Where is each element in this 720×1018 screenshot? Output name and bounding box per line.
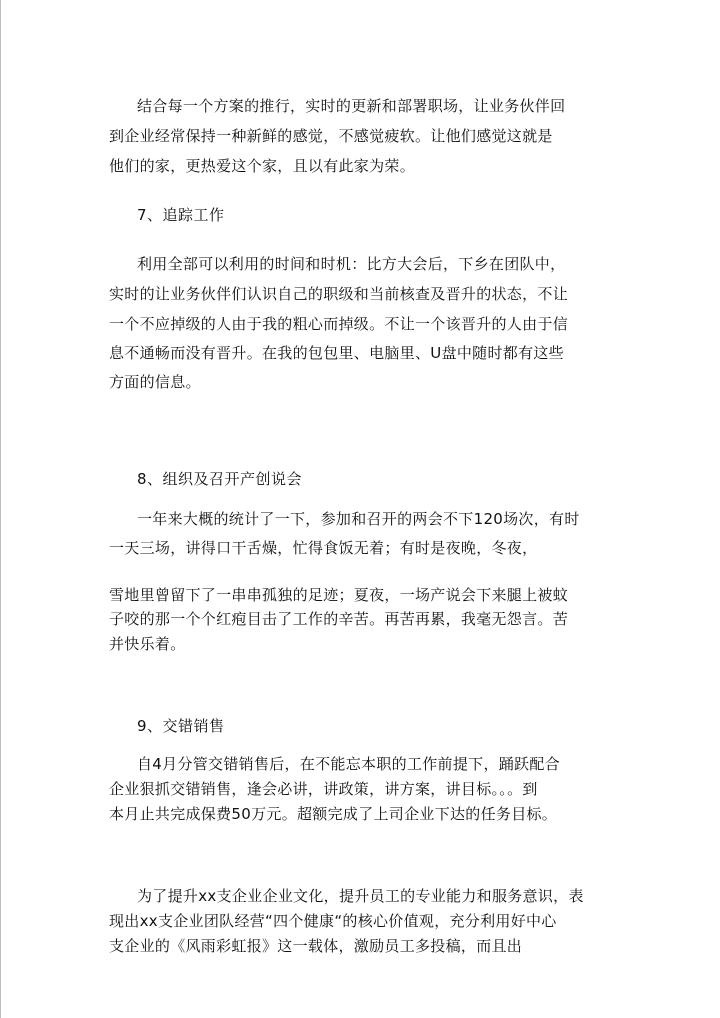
paragraph-line: 并快乐着。 <box>109 635 186 653</box>
paragraph-line: 结合每一个方案的推行，实时的更新和部署职场，让业务伙伴回 <box>137 97 566 115</box>
section-heading-7: 7、追踪工作 <box>137 206 225 224</box>
paragraph-line: 现出xx支企业团队经营“四个健康“的核心价值观，充分利用好中心 <box>109 912 557 930</box>
paragraph-line: 他们的家，更热爱这个家，且以有此家为荣。 <box>109 157 416 175</box>
paragraph-line: 企业狠抓交错销售，逢会必讲，讲政策，讲方案，讲目标。。。到 <box>109 780 538 798</box>
paragraph-line: 本月止共完成保费50万元。超额完成了上司企业下达的任务目标。 <box>109 805 558 823</box>
paragraph-line: 息不通畅而没有晋升。在我的包包里、电脑里、U盘中随时都有这些 <box>109 344 564 362</box>
paragraph-line: 雪地里曾留下了一串串孤独的足迹；夏夜，一场产说会下来腿上被蚊 <box>109 586 569 604</box>
paragraph-line: 到企业经常保持一种新鲜的感觉，不感觉疲软。让他们感觉这就是 <box>109 127 553 145</box>
section-heading-8: 8、组织及召开产创说会 <box>137 470 303 488</box>
section-heading-9: 9、交错销售 <box>137 717 225 735</box>
paragraph-line: 为了提升xx支企业企业文化，提升员工的专业能力和服务意识，表 <box>137 887 584 905</box>
paragraph-line: 利用全部可以利用的时间和时机：比方大会后，下乡在团队中， <box>137 255 566 273</box>
paragraph-line: 实时的让业务伙伴们认识自己的职级和当前核查及晋升的状态，不让 <box>109 285 569 303</box>
paragraph-line: 子咬的那一个个红疱目击了工作的辛苦。再苦再累，我毫无怨言。苦 <box>109 610 569 628</box>
paragraph-line: 自4月分管交错销售后，在不能忘本职的工作前提下，踊跃配合 <box>137 755 560 773</box>
paragraph-line: 支企业的《风雨彩虹报》这一载体，激励员工多投稿，而且出 <box>109 937 523 955</box>
paragraph-line: 一个不应掉级的人由于我的粗心而掉级。不让一个该晋升的人由于信 <box>109 315 569 333</box>
paragraph-line: 一天三场，讲得口干舌燥，忙得食饭无着；有时是夜晚，冬夜， <box>109 539 538 557</box>
paragraph-line: 方面的信息。 <box>109 373 201 391</box>
paragraph-line: 一年来大概的统计了一下，参加和召开的两会不下120场次，有时 <box>137 510 580 528</box>
